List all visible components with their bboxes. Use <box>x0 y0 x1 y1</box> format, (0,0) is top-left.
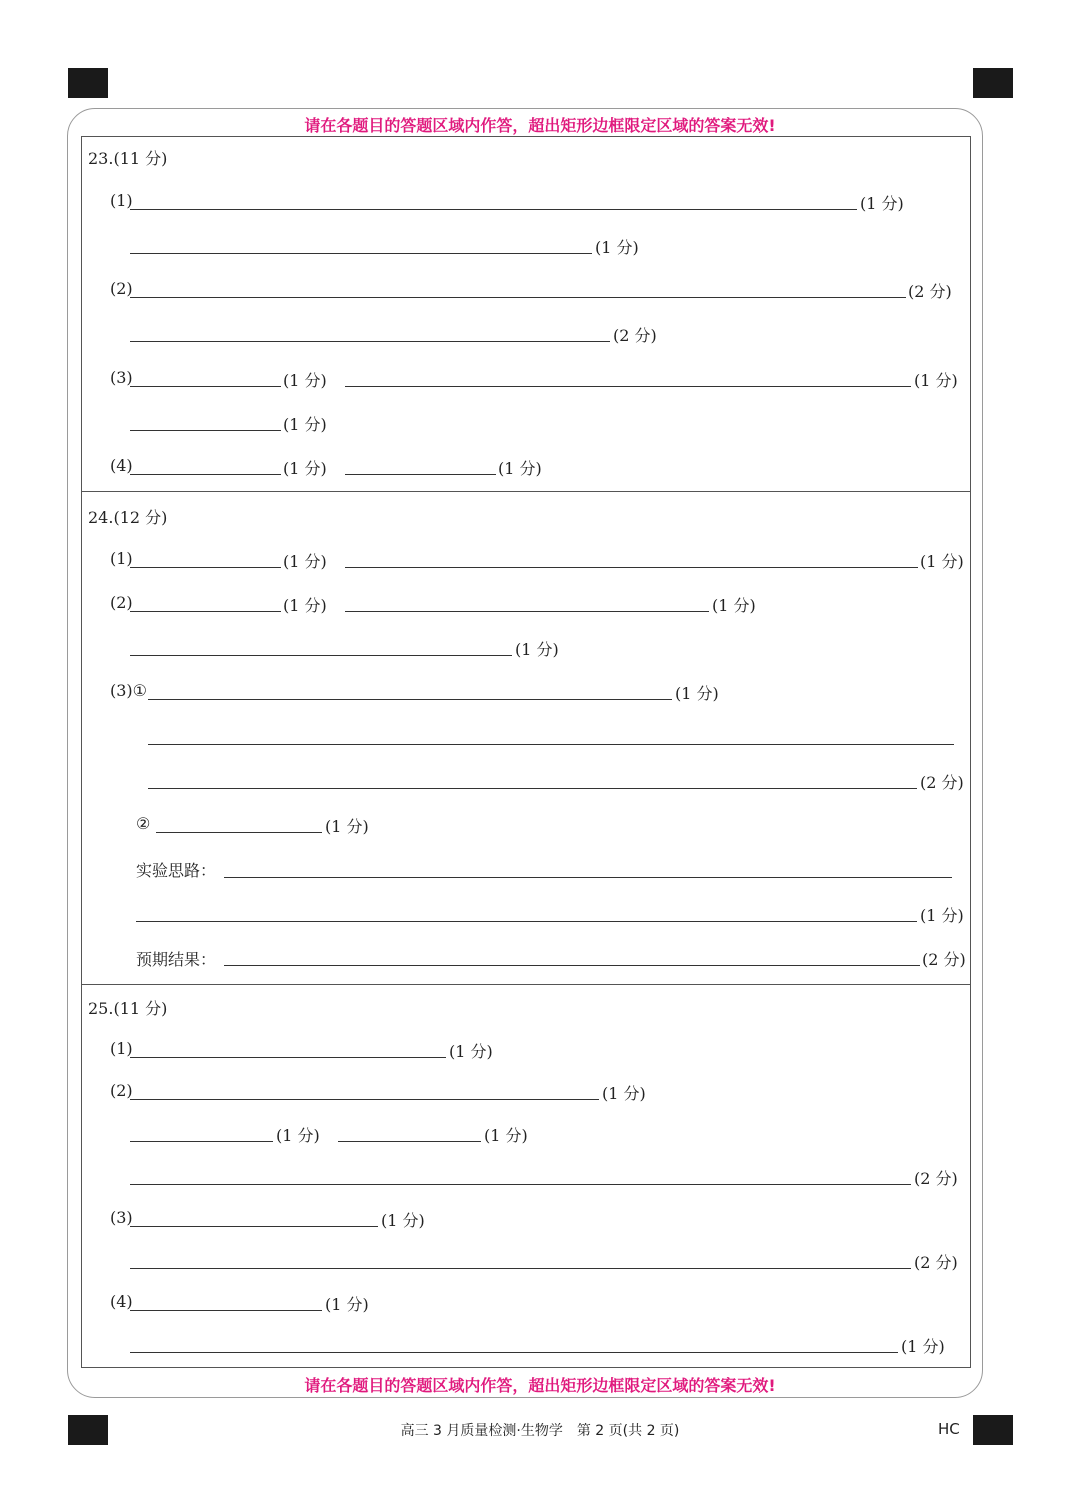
q23-answer-line-1b[interactable] <box>130 253 592 254</box>
q25-answer-line-1[interactable] <box>130 1057 446 1058</box>
q23-label-3: (3) <box>110 368 133 387</box>
registration-mark-top-left <box>68 68 108 98</box>
q24-answer-line-1a[interactable] <box>130 567 281 568</box>
q25-answer-line-2a[interactable] <box>130 1099 599 1100</box>
q25-label-2: (2) <box>110 1081 133 1100</box>
q24-score-2a: (1 分) <box>283 596 327 615</box>
q25-score-4a: (1 分) <box>325 1295 369 1314</box>
question-23-header: 23.(11 分) <box>88 149 168 168</box>
q24-answer-line-idea-a[interactable] <box>224 877 952 878</box>
q24-score-result: (2 分) <box>922 950 966 969</box>
q23-answer-line-2a[interactable] <box>130 297 906 298</box>
q24-answer-line-3b[interactable] <box>148 744 954 745</box>
footer-code: HC <box>938 1420 960 1438</box>
q25-score-2d: (2 分) <box>914 1169 958 1188</box>
q24-answer-line-idea-b[interactable] <box>136 921 917 922</box>
question-24-header: 24.(12 分) <box>88 508 168 527</box>
q23-score-3b: (1 分) <box>914 371 958 390</box>
q24-score-1a: (1 分) <box>283 552 327 571</box>
q24-score-idea: (1 分) <box>920 906 964 925</box>
q25-answer-line-3a[interactable] <box>130 1226 378 1227</box>
q25-answer-line-2d[interactable] <box>130 1184 911 1185</box>
question-23-box <box>81 136 971 492</box>
q24-score-1b: (1 分) <box>920 552 964 571</box>
q23-answer-line-4b[interactable] <box>345 474 496 475</box>
q25-score-4b: (1 分) <box>901 1337 945 1356</box>
q24-label-2: (2) <box>110 593 133 612</box>
q24-answer-line-2a[interactable] <box>130 611 281 612</box>
question-24-box <box>81 491 971 985</box>
q23-score-4b: (1 分) <box>498 459 542 478</box>
q25-answer-line-3b[interactable] <box>130 1268 911 1269</box>
q24-score-3d: (1 分) <box>325 817 369 836</box>
q23-score-3a: (1 分) <box>283 371 327 390</box>
q24-score-3a: (1 分) <box>675 684 719 703</box>
page-footer: 高三 3 月质量检测·生物学 第 2 页(共 2 页) <box>400 1423 680 1439</box>
q25-label-4: (4) <box>110 1292 133 1311</box>
q24-answer-line-3d[interactable] <box>156 832 322 833</box>
q23-answer-line-3b[interactable] <box>345 386 911 387</box>
q24-score-2c: (1 分) <box>515 640 559 659</box>
q23-score-3c: (1 分) <box>283 415 327 434</box>
q25-label-3: (3) <box>110 1208 133 1227</box>
q24-label-circle-2: ② <box>136 814 151 833</box>
q24-answer-line-2c[interactable] <box>130 655 512 656</box>
q25-answer-line-2b[interactable] <box>130 1141 273 1142</box>
q24-answer-line-2b[interactable] <box>345 611 709 612</box>
warning-top: 请在各题目的答题区域内作答，超出矩形边框限定区域的答案无效! <box>304 116 776 135</box>
q24-answer-line-3a[interactable] <box>148 699 672 700</box>
q24-score-3c: (2 分) <box>920 773 964 792</box>
q25-score-2c: (1 分) <box>484 1126 528 1145</box>
q23-answer-line-2b[interactable] <box>130 341 610 342</box>
q23-score-2a: (2 分) <box>908 282 952 301</box>
q23-label-2: (2) <box>110 279 133 298</box>
question-25-header: 25.(11 分) <box>88 999 168 1018</box>
q24-score-2b: (1 分) <box>712 596 756 615</box>
q23-answer-line-1a[interactable] <box>130 209 857 210</box>
q23-score-1a: (1 分) <box>860 194 904 213</box>
q25-score-1: (1 分) <box>449 1042 493 1061</box>
q24-answer-line-result[interactable] <box>224 965 920 966</box>
q25-answer-line-4a[interactable] <box>130 1310 322 1311</box>
q25-score-2a: (1 分) <box>602 1084 646 1103</box>
q25-score-3b: (2 分) <box>914 1253 958 1272</box>
q24-answer-line-1b[interactable] <box>345 567 918 568</box>
q23-answer-line-3c[interactable] <box>130 430 281 431</box>
q23-label-1: (1) <box>110 191 133 210</box>
q24-label-idea: 实验思路： <box>136 861 217 880</box>
q23-answer-line-4a[interactable] <box>130 474 281 475</box>
q25-score-2b: (1 分) <box>276 1126 320 1145</box>
q23-label-4: (4) <box>110 456 133 475</box>
q25-answer-line-4b[interactable] <box>130 1352 898 1353</box>
q24-label-1: (1) <box>110 549 133 568</box>
q23-answer-line-3a[interactable] <box>130 386 281 387</box>
q25-answer-line-2c[interactable] <box>338 1141 481 1142</box>
q23-score-4a: (1 分) <box>283 459 327 478</box>
registration-mark-top-right <box>973 68 1013 98</box>
warning-bottom: 请在各题目的答题区域内作答，超出矩形边框限定区域的答案无效! <box>304 1376 776 1395</box>
q23-score-2b: (2 分) <box>613 326 657 345</box>
q24-answer-line-3c[interactable] <box>148 788 917 789</box>
q25-label-1: (1) <box>110 1039 133 1058</box>
q24-label-3-1: (3)① <box>110 681 148 700</box>
q23-score-1b: (1 分) <box>595 238 639 257</box>
q25-score-3a: (1 分) <box>381 1211 425 1230</box>
q24-label-result: 预期结果： <box>136 950 217 969</box>
